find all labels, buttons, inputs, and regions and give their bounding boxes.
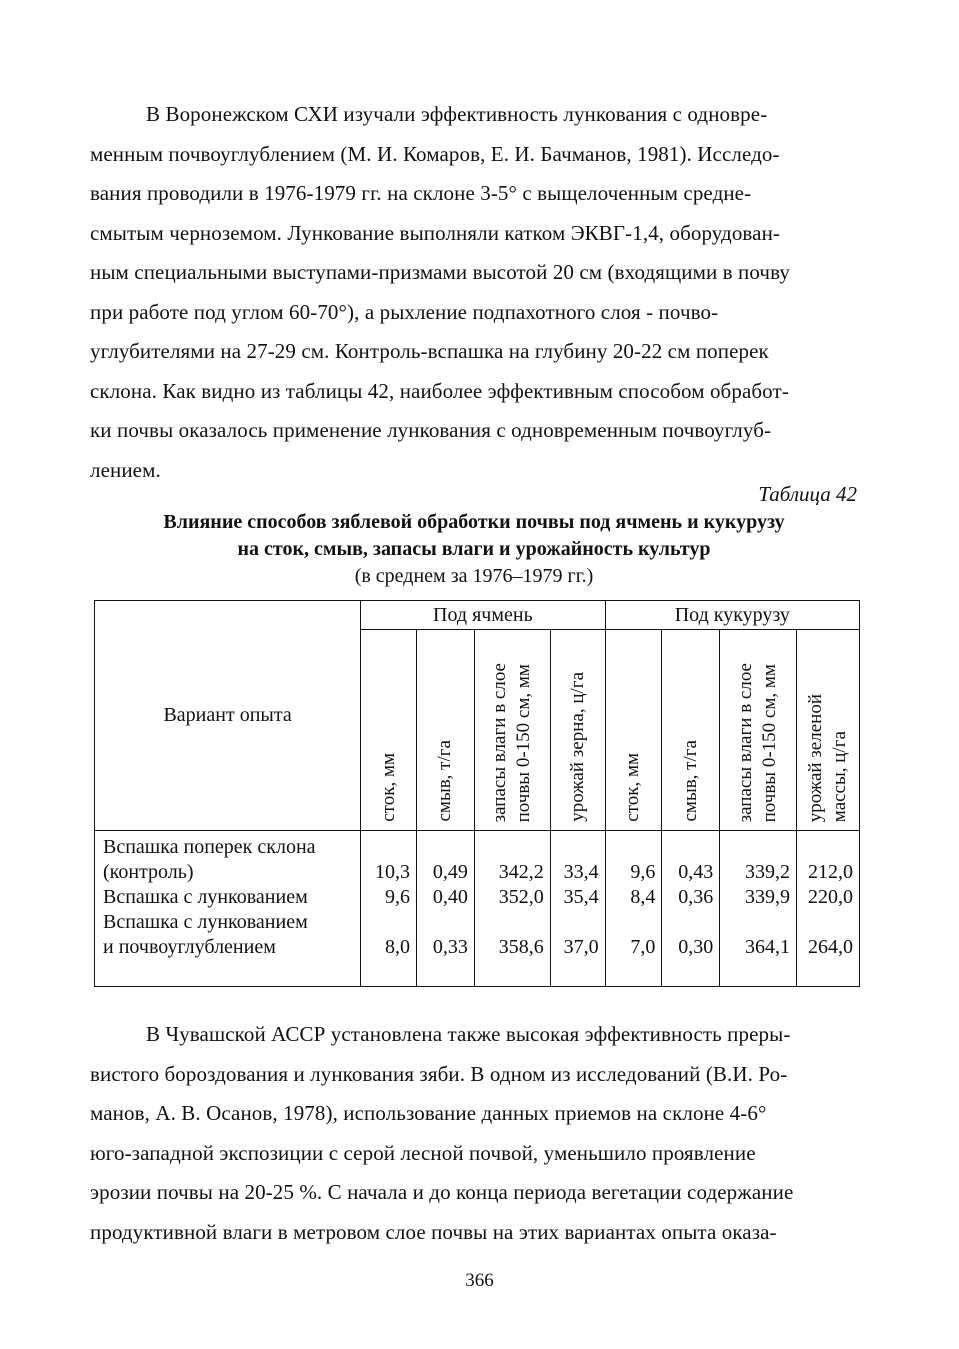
value-cell: 364,1	[720, 910, 797, 987]
text-line: вистого бороздования и лункования зяби. В одном из исследований (В.И. Ро-	[90, 1061, 788, 1086]
column-header	[720, 630, 797, 831]
text-line: В Воронежском СХИ изучали эффективность лункования с одновре-	[146, 102, 768, 126]
table-title-line: на сток, смыв, запасы влаги и урожайность культур	[237, 538, 711, 560]
value-cell: 37,0	[550, 910, 605, 987]
value-cell: 0,49	[417, 831, 475, 886]
data-table	[94, 600, 860, 987]
value-cell: 9,6	[605, 831, 662, 886]
column-header	[417, 630, 475, 831]
variant-header: Вариант опыта	[163, 704, 292, 726]
text-line: при работе под углом 60-70°), а рыхление подпахотного слоя - почво-	[90, 299, 719, 324]
column-header	[361, 630, 417, 831]
column-header-text: запасы влаги в слое почвы 0-150 см, мм	[489, 662, 535, 822]
column-header	[605, 630, 662, 831]
column-header-text: сток, мм	[377, 753, 399, 822]
column-header-text: сток, мм	[622, 753, 644, 822]
text-line: склона. Как видно из таблицы 42, наиболее эффективным способом обработ-	[90, 378, 789, 403]
column-header-text: смыв, т/га	[679, 740, 701, 822]
text-line: вания проводили в 1976-1979 гг. на склоне 3-5° с выщелоченным средне-	[90, 181, 752, 205]
column-header	[550, 630, 605, 831]
column-header	[797, 630, 860, 831]
column-header-text: смыв, т/га	[434, 740, 456, 822]
table-row	[95, 831, 860, 886]
value-cell: 358,6	[474, 910, 550, 987]
paragraph-voronezh	[90, 95, 858, 490]
row-label-line: (контроль)	[103, 861, 194, 883]
row-label-line: и почвоуглублением	[103, 936, 276, 958]
value-cell: 339,9	[720, 885, 797, 910]
value-cell: 10,3	[361, 831, 417, 886]
value-cell: 9,6	[361, 885, 417, 910]
value-cell: 212,0	[797, 831, 860, 886]
value-cell: 0,33	[417, 910, 475, 987]
value-cell: 352,0	[474, 885, 550, 910]
paragraph-chuvash	[90, 1015, 858, 1252]
value-cell: 0,36	[662, 885, 720, 910]
table-row	[95, 885, 860, 910]
group-header-barley: Под ячмень	[361, 601, 605, 630]
row-label	[95, 885, 361, 910]
row-label-line: Вспашка с лункованием	[103, 911, 308, 933]
text-line: ки почвы оказалось применение лункования с одновременным почвоуглуб-	[90, 418, 772, 442]
value-cell: 0,40	[417, 885, 475, 910]
value-cell: 220,0	[797, 885, 860, 910]
text-line: смытым черноземом. Лункование выполняли катком ЭКВГ-1,4, оборудован-	[90, 220, 781, 245]
column-header	[662, 630, 720, 831]
text-line: юго-западной экспозиции с серой лесной почвой, уменьшило проявление	[90, 1140, 756, 1165]
value-cell: 264,0	[797, 910, 860, 987]
value-cell: 35,4	[550, 885, 605, 910]
text-line: продуктивной влаги в метровом слое почвы на этих вариантах опыта оказа-	[90, 1219, 777, 1244]
table-row	[95, 910, 860, 987]
row-label	[95, 910, 361, 987]
text-line: манов, А. В. Осанов, 1978), использование данных приемов на склоне 4-6°	[90, 1101, 767, 1125]
text-line: ным специальными выступами-призмами высотой 20 см (входящими в почву	[90, 260, 790, 284]
value-cell: 0,30	[662, 910, 720, 987]
column-header-text: урожай зерна, ц/га	[566, 672, 588, 822]
value-cell: 0,43	[662, 831, 720, 886]
value-cell: 33,4	[550, 831, 605, 886]
value-cell: 8,0	[361, 910, 417, 987]
text-line: лением.	[90, 457, 161, 482]
table-title	[90, 509, 858, 563]
row-label	[95, 831, 361, 886]
table-title-line: Влияние способов зяблевой обработки почвы под ячмень и кукурузу	[163, 511, 785, 533]
column-header	[474, 630, 550, 831]
value-cell: 339,2	[720, 831, 797, 886]
value-cell: 7,0	[605, 910, 662, 987]
row-label-line: Вспашка поперек склона	[103, 836, 316, 858]
column-header-text: урожай зеленой массы, ц/га	[805, 693, 850, 822]
page-number: 366	[465, 1270, 494, 1291]
table-subtitle: (в среднем за 1976–1979 гг.)	[354, 565, 594, 587]
value-cell: 8,4	[605, 885, 662, 910]
text-line: менным почвоуглублением (М. И. Комаров, Е. И. Бачманов, 1981). Исследо-	[90, 141, 780, 166]
text-line: эрозии почвы на 20-25 %. С начала и до конца периода вегетации содержание	[90, 1180, 794, 1204]
column-header-text: запасы влаги в слое почвы 0-150 см, мм	[735, 662, 781, 822]
group-header-corn: Под кукурузу	[605, 601, 859, 630]
table-number: Таблица 42	[758, 482, 857, 506]
value-cell: 342,2	[474, 831, 550, 886]
text-line: В Чувашской АССР установлена также высокая эффективность преры-	[146, 1022, 791, 1046]
text-line: углубителями на 27-29 см. Контроль-вспашка на глубину 20-22 см поперек	[90, 339, 769, 363]
row-label-line: Вспашка с лункованием	[103, 886, 308, 908]
